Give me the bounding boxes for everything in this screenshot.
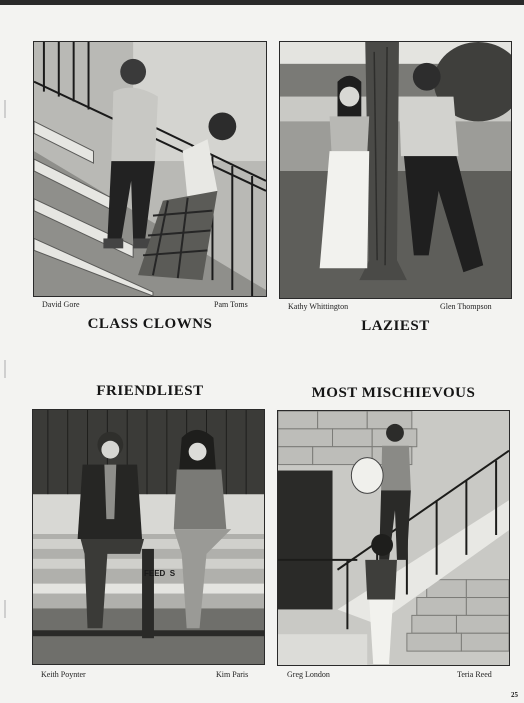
page-number: 25 [511,691,518,699]
friendliest-photo [32,409,265,665]
award-title-laziest: LAZIEST [361,318,430,334]
top-scan-edge [0,0,524,5]
bench-sign-text: FEED S [144,569,176,578]
class-clowns-photo [33,41,267,297]
award-title-class-clowns: CLASS CLOWNS [87,316,213,332]
caption-left: Kathy Whittington [288,302,349,311]
award-title-friendliest: FRIENDLIEST [96,383,204,399]
caption-right: Kim Paris [216,670,249,679]
caption-right: Pam Toms [214,300,248,309]
award-title-most-mischievous: MOST MISCHIEVOUS [311,385,476,401]
binding-mark [4,600,6,618]
caption-right: Glen Thompson [440,302,492,311]
laziest-photo [279,41,512,299]
caption-right: Teria Reed [457,670,492,679]
caption-left: David Gore [42,300,80,309]
most-mischievous-photo [277,410,510,666]
binding-mark [4,360,6,378]
binding-mark [4,100,6,118]
caption-left: Greg London [287,670,330,679]
caption-left: Keith Poynter [41,670,86,679]
